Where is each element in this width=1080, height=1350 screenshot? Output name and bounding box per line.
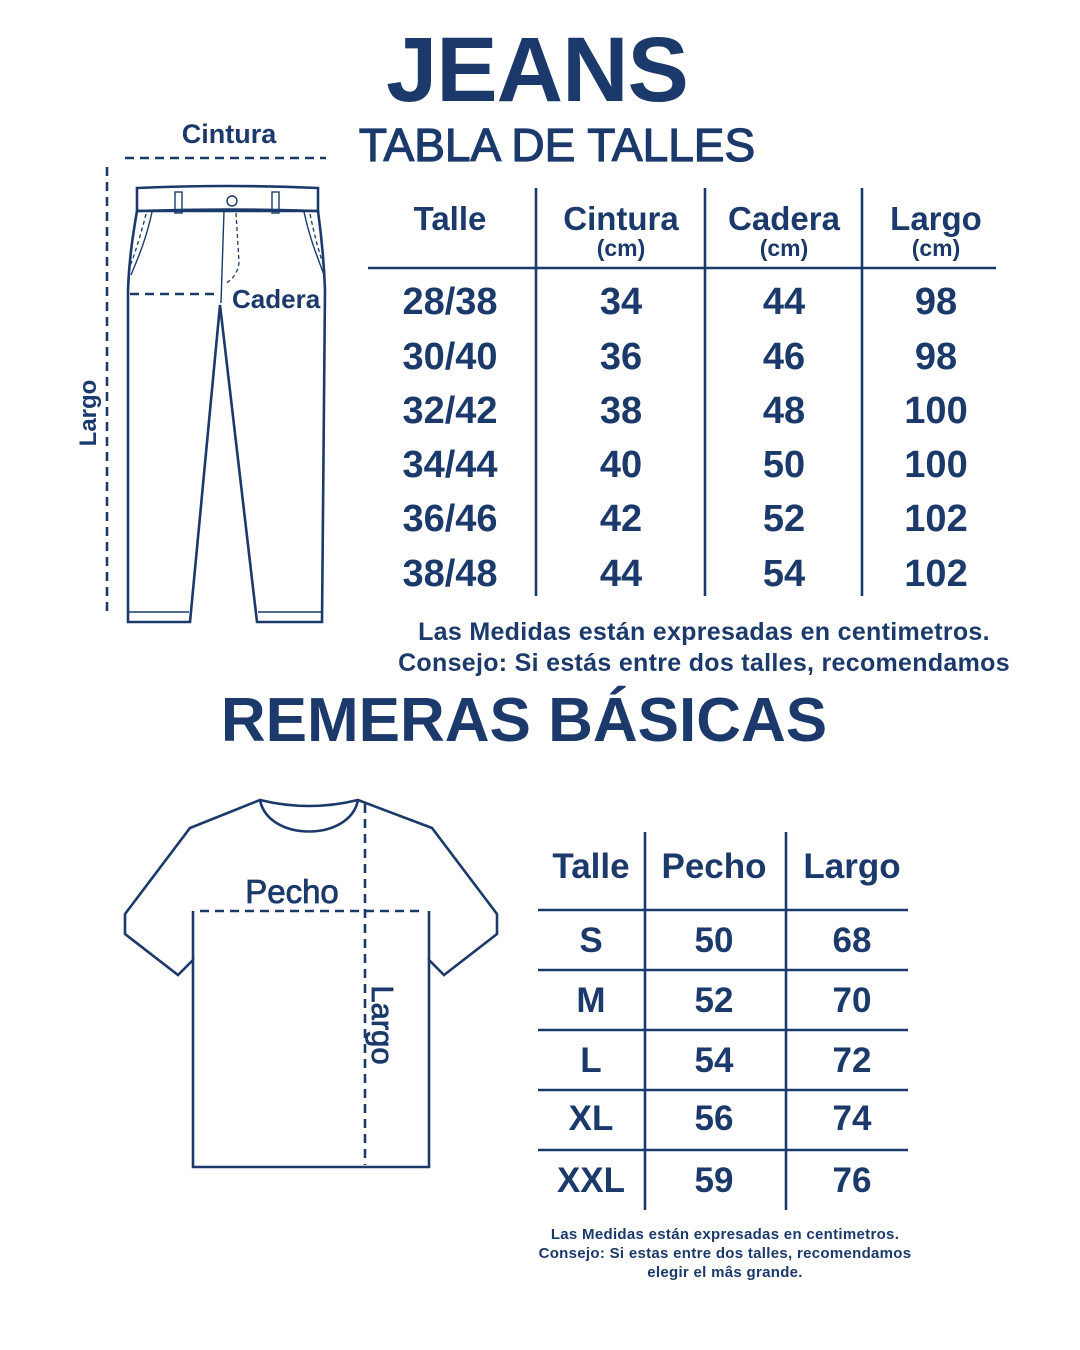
tshirt-outline-icon [125,800,497,1167]
remeras-header-chest: Pecho [661,847,767,886]
jeans-length-label: Largo [75,379,102,447]
remeras-length-cell: 72 [832,1041,872,1080]
remeras-size-cell: XL [568,1099,614,1138]
remeras-chest-cell: 50 [694,921,734,960]
jeans-hip-cell: 48 [762,390,806,432]
remeras-chest-cell: 52 [694,981,734,1020]
remeras-size-cell: S [579,921,603,960]
jeans-body-outline [128,211,325,622]
jeans-outline-icon [128,186,325,622]
jeans-waist-cell: 42 [599,498,643,540]
jeans-length-cell: 102 [904,498,968,540]
remeras-length-cell: 68 [832,921,872,960]
jeans-subtitle: TABLA DE TALLES [358,119,756,171]
jeans-length-cell: 102 [904,553,968,595]
remeras-note: Consejo: Si estas entre dos talles, recomendamos [538,1245,912,1262]
jeans-header-length: Largo [890,200,982,237]
jeans-note: Las Medidas están expresadas en centimetros. [418,618,990,646]
jeans-size-cell: 30/40 [402,336,498,378]
remeras-header-size: Talle [552,847,630,886]
remeras-size-cell: L [580,1041,602,1080]
jeans-button-icon [227,196,237,206]
remeras-note: Las Medidas están expresadas en centimetros. [550,1226,900,1243]
remeras-chest-cell: 59 [694,1161,734,1200]
jeans-length-cell: 98 [914,281,958,323]
jeans-size-cell: 28/38 [402,281,498,323]
jeans-hip-cell: 54 [762,553,806,595]
jeans-header-unit: (cm) [596,235,646,261]
jeans-hip-cell: 44 [762,281,806,323]
jeans-center-seam [221,211,224,303]
hip-label: Cadera [232,284,321,314]
jeans-title: JEANS [386,19,688,121]
jeans-waist-cell: 40 [599,444,643,486]
remeras-header-length: Largo [803,847,901,886]
jeans-hip-cell: 52 [762,498,806,540]
remeras-size-cell: XXL [556,1161,626,1200]
tshirt-length-label: Largo [365,985,400,1065]
remeras-size-cell: M [576,981,606,1020]
jeans-header-waist: Cintura [563,200,679,237]
waist-label: Cintura [181,119,277,149]
jeans-size-cell: 34/44 [402,444,498,486]
jeans-waist-cell: 38 [599,390,643,432]
jeans-header-unit: (cm) [759,235,809,261]
jeans-header-size: Talle [413,200,487,237]
jeans-header-unit: (cm) [911,235,961,261]
jeans-waist-cell: 36 [599,336,643,378]
jeans-length-cell: 100 [904,444,968,486]
jeans-waist-cell: 34 [599,281,643,323]
jeans-size-cell: 38/48 [402,553,498,595]
remeras-length-cell: 70 [832,981,872,1020]
jeans-hip-cell: 46 [762,336,806,378]
remeras-length-cell: 76 [832,1161,872,1200]
jeans-header-hip: Cadera [728,200,840,237]
jeans-length-cell: 98 [914,336,958,378]
jeans-fly-stitch [225,213,239,284]
remeras-note: elegir el mâs grande. [647,1264,803,1281]
jeans-waist-cell: 44 [599,553,643,595]
remeras-chest-cell: 54 [694,1041,734,1080]
remeras-length-cell: 74 [832,1099,872,1138]
chest-label: Pecho [245,873,339,910]
tshirt-body-outline [125,800,497,1167]
jeans-size-cell: 32/42 [402,390,498,432]
remeras-title: REMERAS BÁSICAS [220,686,828,755]
remeras-chest-cell: 56 [694,1099,734,1138]
jeans-hip-cell: 50 [762,444,806,486]
jeans-size-cell: 36/46 [402,498,498,540]
jeans-length-cell: 100 [904,390,968,432]
jeans-note: Consejo: Si estás entre dos talles, recomendamos [398,649,1010,677]
remeras-table-grid [538,832,908,1210]
